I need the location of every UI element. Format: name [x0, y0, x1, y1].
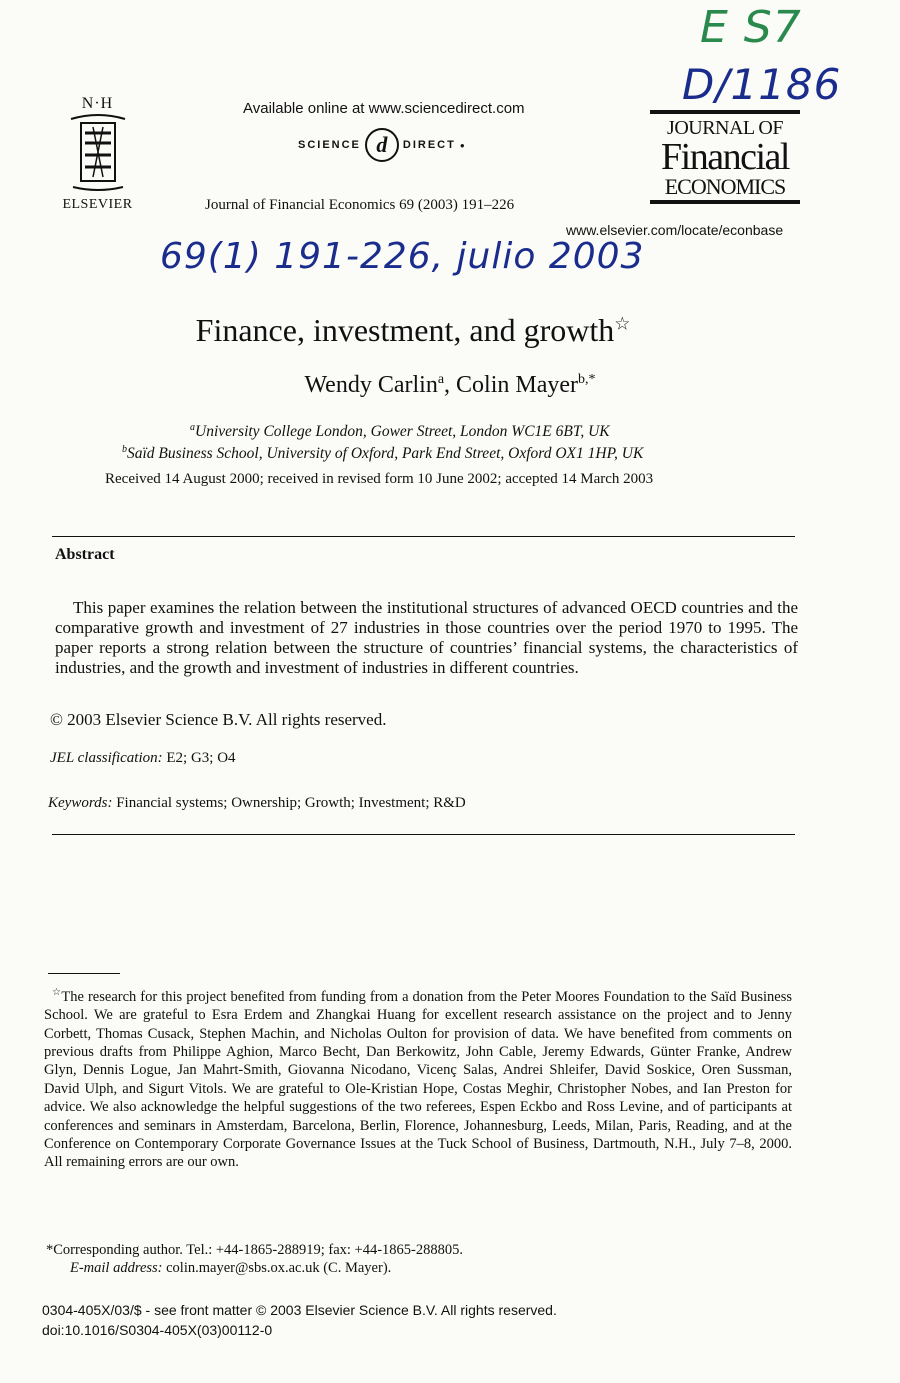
email-value: colin.mayer@sbs.ox.ac.uk (C. Mayer).: [166, 1260, 392, 1276]
footnote-rule: [48, 973, 120, 974]
corresponding-author: *Corresponding author. Tel.: +44-1865-288919; fax: +44-1865-288805.: [46, 1242, 463, 1258]
keywords-label: Keywords:: [48, 795, 113, 811]
affiliation-a: [190, 422, 610, 441]
affiliation-b: [122, 444, 643, 463]
email-label: E-mail address:: [70, 1260, 163, 1276]
top-divider: [52, 536, 795, 537]
elsevier-logo: [50, 95, 145, 213]
jel-label: JEL classification:: [50, 750, 163, 766]
available-online-text: Available online at www.sciencedirect.com: [243, 100, 525, 117]
affiliation-b-mark: b: [122, 444, 127, 455]
title-star-mark: ☆: [614, 313, 631, 334]
sd-right-word: DIRECT: [402, 139, 456, 151]
sd-dot-icon: ●: [459, 140, 467, 150]
author-list: [0, 372, 900, 399]
publisher-monogram: N·H: [81, 95, 114, 112]
handwritten-citation: 69(1) 191-226, julio 2003: [160, 236, 645, 277]
abstract-heading: Abstract: [55, 546, 115, 563]
bottom-divider: [52, 834, 795, 835]
journal-logo: [650, 110, 800, 204]
affiliation-a-mark: a: [190, 422, 195, 433]
title-text: Finance, investment, and growth: [195, 312, 615, 348]
affiliation-b-text: Saïd Business School, University of Oxford, Park End Street, Oxford OX1 1HP, UK: [127, 445, 644, 463]
affiliation-a-text: University College London, Gower Street, London WC1E 6BT, UK: [195, 423, 610, 441]
author-1: Wendy Carlin: [304, 372, 438, 398]
acknowledgement-footnote: [44, 984, 792, 1172]
publisher-name: ELSEVIER: [62, 197, 133, 212]
handwritten-note-number: D/1186: [682, 60, 842, 109]
front-matter-doi: doi:10.1016/S0304-405X(03)00112-0: [42, 1322, 273, 1338]
journal-url: www.elsevier.com/locate/econbase: [566, 222, 784, 238]
handwritten-note-code: E S7: [700, 2, 802, 53]
front-matter-issn: 0304-405X/03/$ - see front matter © 2003 Elsevier Science B.V. All rights reserved.: [42, 1302, 557, 1318]
footnote-star-text: The research for this project benefited from funding from a donation from the Peter Moores Foundation to the Saïd Business School. We are grateful to Esra Erdem and Zhangkai Huang for excellent research assistance on the project and to Jenny Corbett, Thomas Cusack, Stephen Machin, and Nicholas Oulton for provision of data. We have benefited from comments on previous drafts from Philippe Aghion, Marco Becht, Dan Berkowitz, John Cable, Jeremy Edwards, Günter Franke, Andrew Glyn, Dennis Logue, Jan Mahrt-Smith, Giovanna Nicodano, Vicenç Salas, Andrei Shleifer, David Soskice, Oren Sussman, David Ulph, and Sigurt Vitols. We are grateful to Ole-Kristian Hope, Costas Meghir, Christopher Nobes, and Ian Preston for advice. We also acknowledge the helpful suggestions of the two referees, Espen Eckbo and Ross Levine, and of participants at conferences and seminars in Amsterdam, Barcelona, Berlin, Florence, Johannesburg, Leeds, Milan, Paris, Reading, and at the Conference on Contemporary Corporate Governance Issues at the Tuck School of Business, Dartmouth, N.H., July 7–8, 2000. All remaining errors are our own.: [44, 988, 793, 1171]
abstract-text: This paper examines the relation between the institutional structures of advanced OECD countries and the comparative growth and investment of 27 industries in those countries over the period 1970 to 1995. The paper reports a strong relation between the structure of countries’ financial systems, the characteristics of industries, and the growth and investment of industries in different countries.: [55, 598, 798, 677]
sd-left-word: SCIENCE: [298, 139, 361, 151]
journal-logo-line1: JOURNAL OF: [667, 117, 783, 139]
sciencedirect-d-icon: d: [365, 128, 399, 162]
author-2: Colin Mayer: [456, 372, 579, 398]
email-line: [70, 1260, 391, 1277]
author-separator: ,: [444, 372, 457, 398]
received-dates: Received 14 August 2000; received in revised form 10 June 2002; accepted 14 March 2003: [105, 471, 654, 487]
keywords-value: Financial systems; Ownership; Growth; Investment; R&D: [116, 795, 466, 811]
jel-classification: [50, 750, 236, 767]
sciencedirect-logo: [298, 128, 467, 162]
keywords: [48, 795, 466, 812]
footnote-star-mark: ☆: [52, 987, 62, 998]
front-matter: [42, 1300, 557, 1340]
abstract-copyright: © 2003 Elsevier Science B.V. All rights reserved.: [50, 710, 387, 729]
journal-logo-line2: Financial: [661, 136, 789, 178]
journal-reference: Journal of Financial Economics 69 (2003) 191–226: [205, 197, 515, 213]
author-1-sup: a: [437, 372, 445, 387]
elsevier-tree-icon: [63, 113, 133, 193]
author-2-sup: b,*: [578, 372, 596, 387]
jel-value: E2; G3; O4: [166, 750, 236, 766]
journal-logo-line3: ECONOMICS: [664, 174, 786, 199]
article-title: [0, 312, 826, 349]
